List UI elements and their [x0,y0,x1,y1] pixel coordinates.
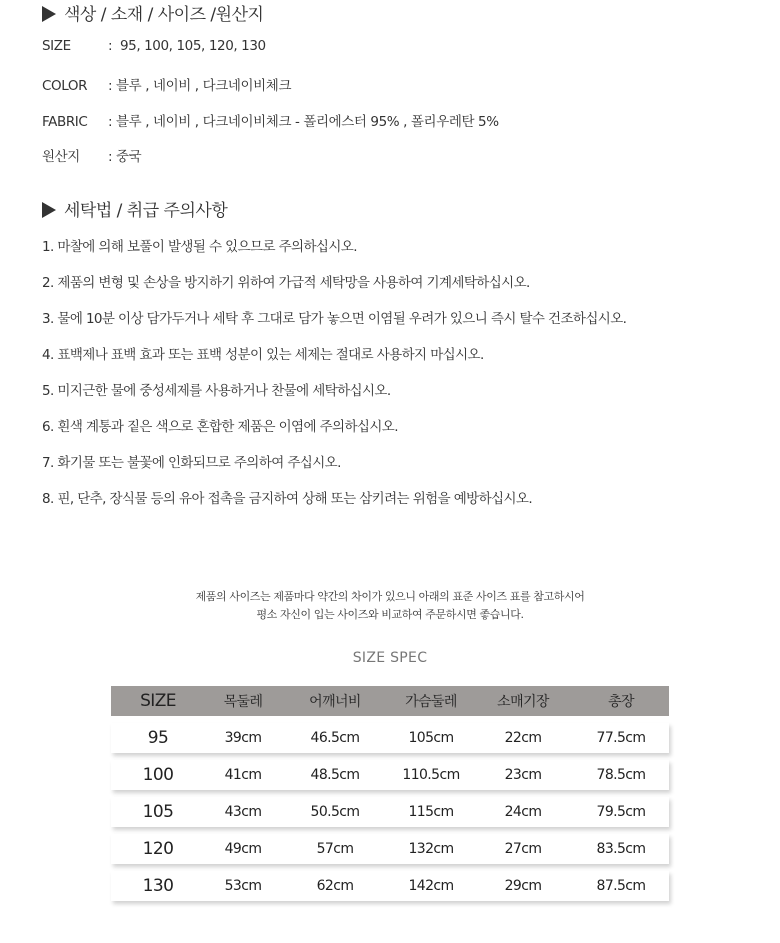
table-cell: 57cm [316,841,354,857]
table-row [111,797,669,827]
table-cell: 39cm [224,730,262,746]
care-item: 7. 화기물 또는 불꽃에 인화되므로 주의하여 주십시오. [42,455,341,471]
table-cell: 43cm [224,804,262,820]
header-cell: 목둘레 [223,694,263,710]
table-cell: 49cm [224,841,262,857]
info-row-fabric [42,110,499,130]
size-spec-header [111,686,669,716]
table-cell: 41cm [224,767,262,783]
info-heading-text: 색상 / 소재 / 사이즈 /원산지 [64,5,264,25]
size-spec-table [111,686,669,901]
table-cell: 142cm [408,878,454,894]
table-row [111,760,669,790]
info-row-size [42,38,266,54]
table-cell: 100 [142,765,174,785]
table-cell: 132cm [408,841,454,857]
table-cell: 77.5cm [596,730,646,746]
header-cell: 총장 [608,694,634,710]
table-cell: 83.5cm [596,841,646,857]
info-label: 원산지 [42,149,80,165]
header-cell: 가슴둘레 [405,694,457,710]
table-cell: 53cm [224,878,262,894]
table-cell: 79.5cm [596,804,646,820]
table-cell: 110.5cm [402,767,460,783]
care-heading [42,196,227,221]
table-row [111,723,669,753]
care-item: 3. 물에 10분 이상 담가두거나 세탁 후 그대로 담가 놓으면 이염될 우려가 있으니 즉시 탈수 건조하십시오. [42,311,627,327]
info-row-color [42,74,291,94]
size-spec-title: SIZE SPEC [352,650,428,666]
info-label: COLOR [42,78,88,94]
table-cell: 87.5cm [596,878,646,894]
info-colon: : [108,38,113,54]
size-notice-line1: 제품의 사이즈는 제품마다 약간의 차이가 있으니 아래의 표준 사이즈 표를 참고하시어 [195,590,585,603]
care-item: 4. 표백제나 표백 효과 또는 표백 성분이 있는 세제는 절대로 사용하지 마십시오. [42,347,484,363]
info-value: : 중국 [108,149,142,165]
table-cell: 24cm [504,804,542,820]
table-cell: 105 [142,802,174,822]
header-cell: 소매기장 [497,694,549,710]
table-cell: 29cm [504,878,542,894]
info-value: 95, 100, 105, 120, 130 [119,38,266,54]
table-cell: 62cm [316,878,354,894]
care-heading-text: 세탁법 / 취급 주의사항 [64,201,228,221]
table-cell: 130 [142,876,174,896]
header-cell: SIZE [140,691,176,711]
table-cell: 22cm [504,730,542,746]
table-cell: 48.5cm [310,767,360,783]
info-value: : 블루 , 네이비 , 다크네이비체크 - 폴리에스터 95% , 폴리우레탄 5% [108,114,499,130]
info-value: : 블루 , 네이비 , 다크네이비체크 [108,78,292,94]
care-item: 6. 흰색 계통과 짙은 색으로 혼합한 제품은 이염에 주의하십시오. [42,419,398,435]
info-label: SIZE [42,38,71,54]
info-label: FABRIC [42,114,88,130]
table-cell: 27cm [504,841,542,857]
table-row [111,871,669,901]
triangle-bullet-icon [42,202,56,218]
table-cell: 78.5cm [596,767,646,783]
table-cell: 23cm [504,767,542,783]
triangle-bullet-icon [42,6,56,22]
table-cell: 120 [142,839,174,859]
table-cell: 115cm [408,804,454,820]
header-cell: 어깨너비 [309,694,361,710]
table-cell: 46.5cm [310,730,360,746]
table-cell: 105cm [408,730,454,746]
care-item: 5. 미지근한 물에 중성세제를 사용하거나 찬물에 세탁하십시오. [42,383,391,399]
table-cell: 50.5cm [310,804,360,820]
care-item: 1. 마찰에 의해 보풀이 발생될 수 있으므로 주의하십시오. [42,239,357,255]
info-row-origin [42,145,141,165]
table-cell: 95 [147,728,169,748]
size-notice-line2: 평소 자신이 입는 사이즈와 비교하여 주문하시면 좋습니다. [256,608,524,621]
care-item: 2. 제품의 변형 및 손상을 방지하기 위하여 가급적 세탁망을 사용하여 기계세탁하십시오. [42,275,530,291]
info-heading [42,0,263,25]
table-row [111,834,669,864]
care-item: 8. 핀, 단추, 장식물 등의 유아 접촉을 금지하여 상해 또는 삼키려는 위험을 예방하십시오. [42,491,533,507]
